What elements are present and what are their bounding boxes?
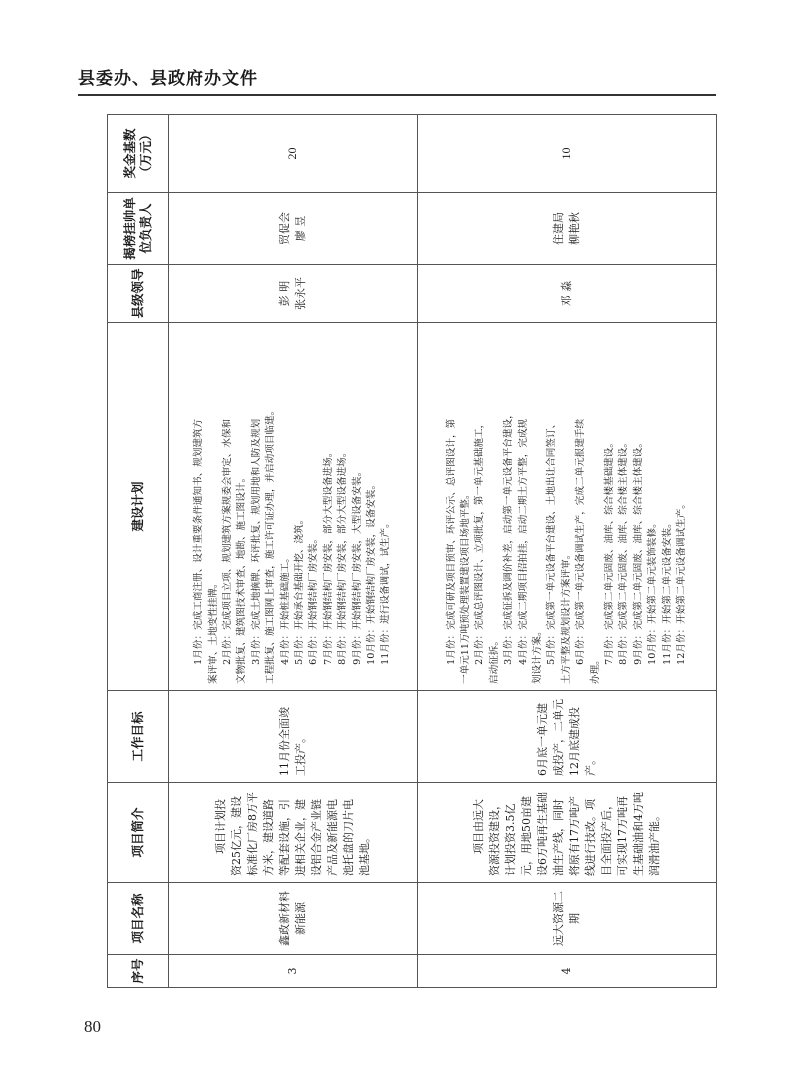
row-construction-plan xyxy=(417,323,716,691)
page-number: 80 xyxy=(84,1017,101,1036)
plan-line: 5月份：开始承台基础开挖、浇筑。 xyxy=(293,514,305,665)
plan-line: 6月份：开始钢结构厂房安装。 xyxy=(308,533,320,665)
plan-line: 12月份：开始第二单元设备调试生产。 xyxy=(675,499,687,665)
plan-line: 11月份：进行设备调试，试生产。 xyxy=(380,518,392,665)
plan-line: 9月份：完成第二单元固废、油库、综合楼主体建设。 xyxy=(632,438,644,665)
plan-line: 一单元11万吨预处理装置建设项目场地平整。 xyxy=(460,489,472,684)
plan-line: 1月份：完成工商注册、设计重要条件通知书、规划建筑方 xyxy=(193,418,205,665)
row-responsible-unit: 住建局 柳艳秋 xyxy=(417,193,716,265)
plan-line: 1月份：完成可研及项目预审、环评公示、总评图设计，第 xyxy=(445,418,457,665)
plan-line: 8月份：开始钢结构厂房安装，部分大型设备进场。 xyxy=(337,447,349,665)
plan-line: 办理。 xyxy=(589,655,601,684)
plan-line: 启动征拆。 xyxy=(488,636,500,684)
table-container xyxy=(107,115,717,988)
row-work-target: 6月底一单元建成投产，二单元12月底建成投产。 xyxy=(417,691,716,783)
plan-line: 划设计方案。 xyxy=(531,626,543,684)
plan-line: 案评审、土地变性挂牌。 xyxy=(207,578,219,684)
header-project-intro: 项目简介 xyxy=(108,783,169,883)
table-header-row xyxy=(108,115,169,988)
plan-line: 10月份：开始第二单元装饰装修。 xyxy=(647,518,659,665)
row-construction-plan xyxy=(169,323,418,691)
plan-line: 10月份：开始钢结构厂房安装，设备安装。 xyxy=(365,479,377,665)
row-project-name: 远大资源二期 xyxy=(417,883,716,955)
header-construction-plan: 建设计划 xyxy=(108,323,169,691)
header-serial: 序号 xyxy=(108,955,169,988)
header-fund-base: 奖金基数（万元） xyxy=(108,115,169,193)
plan-line: 11月份：开始第二单元设备安装。 xyxy=(661,518,673,665)
header-county-leader: 县级领导 xyxy=(108,265,169,323)
header-responsible-unit: 揭榜挂帅单位负责人 xyxy=(108,193,169,265)
plan-line: 工程批复、施工图网上审查，施工许可证办理，并启动项目临建。 xyxy=(265,405,277,684)
rotated-table-frame xyxy=(107,115,717,988)
row-project-name: 鑫政新材料新能源 xyxy=(169,883,418,955)
row-county-leader: 邓 淼 xyxy=(417,265,716,323)
row-project-intro: 项目计划投资25亿元，建设标准化厂房8万平方米，建设道路等配套设施，引进相关企业，建设铝合金产业链产品及新能源电池托盘的刀片电池基地。 xyxy=(169,783,418,883)
plan-line: 土方平整及规划设计方案评审。 xyxy=(560,549,572,684)
plan-line: 8月份：完成第二单元固废、油库、综合楼主体建设。 xyxy=(618,438,630,665)
plan-line: 2月份：完成总评图设计、立项批复，第一单元基础施工， xyxy=(474,418,486,665)
plan-line: 3月份：完成土地摘牌、环评批复、规划用地和人防及规划 xyxy=(250,418,262,665)
plan-line: 4月份：完成二期项目招拍挂，启动二期土方平整，完成规 xyxy=(517,418,529,665)
row-county-leader: 彭 明 张永平 xyxy=(169,265,418,323)
row-serial: 4 xyxy=(417,955,716,988)
project-table xyxy=(107,114,717,988)
plan-line: 2月份：完成项目立项、规划建筑方案规委会审定、水保和 xyxy=(222,418,234,665)
plan-line: 5月份：完成第一单元设备平台建设、土地出让合同签订、 xyxy=(546,418,558,665)
plan-line: 7月份：完成第二单元固废、油库、综合楼基础建设。 xyxy=(603,438,615,665)
row-serial: 3 xyxy=(169,955,418,988)
plan-line: 9月份：开始钢结构厂房安装，大型设备安装。 xyxy=(351,466,363,665)
header-work-target: 工作目标 xyxy=(108,691,169,783)
row-project-intro: 项目由远大资源投资建设，计划投资3.5亿元，用地50亩建设6万吨再生基础油生产线，同时将原有17万吨产线进行技改。项目全面投产后，可实现17万吨再生基础油和4万吨润滑油产能。 xyxy=(417,783,716,883)
row-responsible-unit: 贸促会 廖 昱 xyxy=(169,193,418,265)
plan-line: 4月份：开始桩基础施工。 xyxy=(279,553,291,665)
plan-line: 7月份：开始钢结构厂房安装，部分大型设备进场。 xyxy=(322,447,334,665)
plan-line: 6月份：完成第一单元设备调试生产，完成二单元报建手续 xyxy=(575,418,587,665)
plan-line: 3月份：完成征拆及调价补差，启动第一单元设备平台建设， xyxy=(503,409,515,665)
header-title: 县委办、县政府办文件 xyxy=(78,69,258,89)
table-row xyxy=(169,115,418,988)
table-row xyxy=(417,115,716,988)
row-work-target: 11月份全面竣工投产。 xyxy=(169,691,418,783)
header-divider xyxy=(78,94,716,96)
row-fund-base: 20 xyxy=(169,115,418,193)
plan-line: 文物批复、建筑图技术审查、地勘、施工图设计。 xyxy=(236,472,248,684)
row-fund-base: 10 xyxy=(417,115,716,193)
header-project-name: 项目名称 xyxy=(108,883,169,955)
